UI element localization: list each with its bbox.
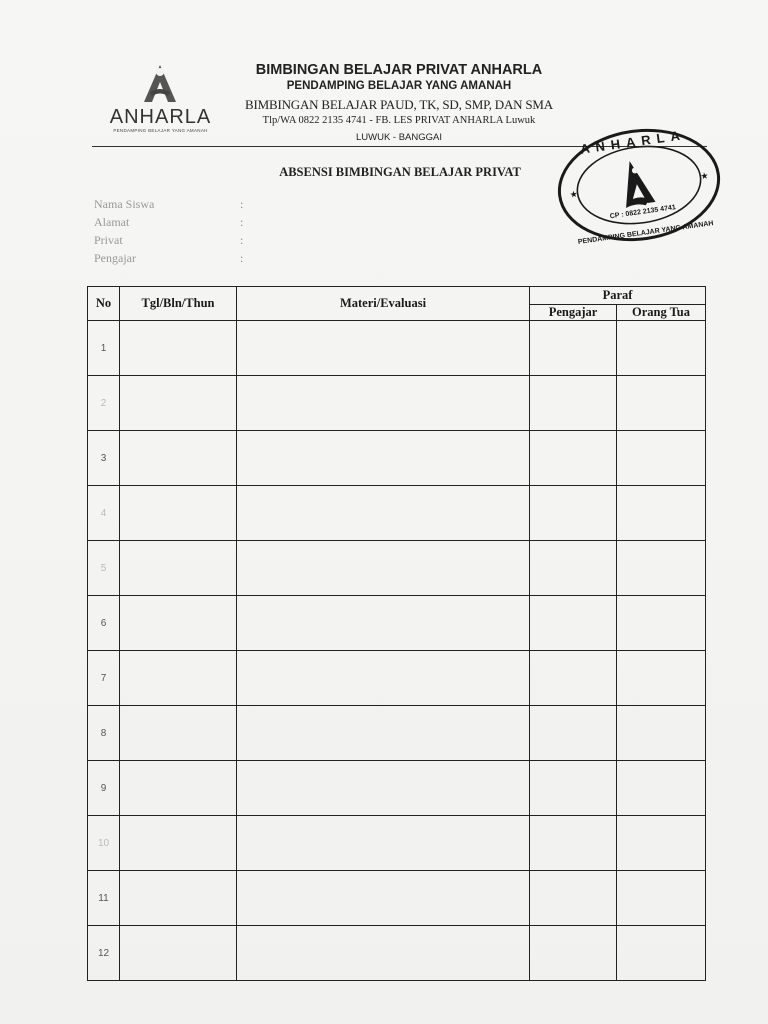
table-row <box>88 926 706 981</box>
field-pengajar <box>94 251 294 269</box>
header-teacher-signature: Pengajar <box>530 305 617 321</box>
table-row <box>88 321 706 376</box>
field-label: Pengajar <box>94 251 136 265</box>
parent-signature-cell[interactable] <box>617 376 706 431</box>
svg-text:★: ★ <box>699 170 710 182</box>
org-name: BIMBINGAN BELAJAR PRIVAT ANHARLA <box>255 62 543 78</box>
teacher-signature-cell[interactable] <box>530 926 617 981</box>
teacher-signature-cell[interactable] <box>530 651 617 706</box>
table-row <box>88 651 706 706</box>
material-cell[interactable] <box>237 761 530 816</box>
row-number: 4 <box>88 486 120 541</box>
row-number: 11 <box>88 871 120 926</box>
field-separator: : <box>240 251 244 265</box>
parent-signature-cell[interactable] <box>617 541 706 596</box>
org-location: LUWUK - BANGGAI <box>355 132 443 143</box>
logo-wordmark: ANHARLA <box>109 106 212 128</box>
table-row <box>88 541 706 596</box>
header-parent-signature: Orang Tua <box>617 305 706 321</box>
field-alamat <box>94 215 294 233</box>
date-cell[interactable] <box>120 926 237 981</box>
table-row <box>88 376 706 431</box>
stamp-bottom-text: PENDAMPING BELAJAR YANG AMANAH <box>577 220 714 246</box>
parent-signature-cell[interactable] <box>617 871 706 926</box>
teacher-signature-cell[interactable] <box>530 816 617 871</box>
table-row <box>88 816 706 871</box>
material-cell[interactable] <box>237 816 530 871</box>
stamp-phone: CP : 0822 2135 4741 <box>609 204 677 221</box>
date-cell[interactable] <box>120 761 237 816</box>
row-number: 3 <box>88 431 120 486</box>
form-title: ABSENSI BIMBINGAN BELAJAR PRIVAT <box>279 165 521 179</box>
parent-signature-cell[interactable] <box>617 596 706 651</box>
stamp-top-text: ANHARLA <box>579 127 687 157</box>
parent-signature-cell[interactable] <box>617 926 706 981</box>
row-number: 12 <box>88 926 120 981</box>
row-number: 6 <box>88 596 120 651</box>
student-info-fields <box>94 197 294 269</box>
table-row <box>88 596 706 651</box>
material-cell[interactable] <box>237 871 530 926</box>
teacher-signature-cell[interactable] <box>530 871 617 926</box>
parent-signature-cell[interactable] <box>617 651 706 706</box>
field-separator: : <box>240 197 244 211</box>
logo-tagline: PENDAMPING BELAJAR YANG AMANAH <box>113 128 208 133</box>
teacher-signature-cell[interactable] <box>530 486 617 541</box>
teacher-signature-cell[interactable] <box>530 321 617 376</box>
header-date: Tgl/Bln/Thun <box>120 287 237 321</box>
parent-signature-cell[interactable] <box>617 761 706 816</box>
header-no: No <box>88 287 120 321</box>
date-cell[interactable] <box>120 816 237 871</box>
teacher-signature-cell[interactable] <box>530 761 617 816</box>
date-cell[interactable] <box>120 871 237 926</box>
material-cell[interactable] <box>237 706 530 761</box>
material-cell[interactable] <box>237 926 530 981</box>
field-label: Nama Siswa <box>94 197 155 211</box>
row-number: 1 <box>88 321 120 376</box>
material-cell[interactable] <box>237 321 530 376</box>
header-material: Materi/Evaluasi <box>237 287 530 321</box>
logo-mark-icon <box>138 62 182 106</box>
row-number: 8 <box>88 706 120 761</box>
table-row <box>88 706 706 761</box>
date-cell[interactable] <box>120 706 237 761</box>
material-cell[interactable] <box>237 486 530 541</box>
date-cell[interactable] <box>120 431 237 486</box>
table-row <box>88 871 706 926</box>
row-number: 7 <box>88 651 120 706</box>
row-number: 5 <box>88 541 120 596</box>
parent-signature-cell[interactable] <box>617 321 706 376</box>
field-label: Alamat <box>94 215 130 229</box>
material-cell[interactable] <box>237 541 530 596</box>
table-row <box>88 431 706 486</box>
field-separator: : <box>240 215 244 229</box>
date-cell[interactable] <box>120 321 237 376</box>
material-cell[interactable] <box>237 431 530 486</box>
teacher-signature-cell[interactable] <box>530 376 617 431</box>
row-number: 9 <box>88 761 120 816</box>
field-label: Privat <box>94 233 123 247</box>
date-cell[interactable] <box>120 376 237 431</box>
parent-signature-cell[interactable] <box>617 816 706 871</box>
date-cell[interactable] <box>120 541 237 596</box>
table-row <box>88 761 706 816</box>
material-cell[interactable] <box>237 376 530 431</box>
org-contact: Tlp/WA 0822 2135 4741 - FB. LES PRIVAT ANHARLA Luwuk <box>262 115 536 126</box>
attendance-table <box>87 286 706 981</box>
row-number: 10 <box>88 816 120 871</box>
date-cell[interactable] <box>120 651 237 706</box>
date-cell[interactable] <box>120 486 237 541</box>
material-cell[interactable] <box>237 596 530 651</box>
svg-text:★: ★ <box>568 188 579 200</box>
table-row <box>88 486 706 541</box>
teacher-signature-cell[interactable] <box>530 706 617 761</box>
header-paraf: Paraf <box>530 287 706 305</box>
teacher-signature-cell[interactable] <box>530 596 617 651</box>
parent-signature-cell[interactable] <box>617 706 706 761</box>
organization-stamp <box>553 124 725 246</box>
row-number: 2 <box>88 376 120 431</box>
parent-signature-cell[interactable] <box>617 431 706 486</box>
teacher-signature-cell[interactable] <box>530 431 617 486</box>
field-separator: : <box>240 233 244 247</box>
field-privat <box>94 233 294 251</box>
date-cell[interactable] <box>120 596 237 651</box>
parent-signature-cell[interactable] <box>617 486 706 541</box>
org-levels: BIMBINGAN BELAJAR PAUD, TK, SD, SMP, DAN SMA <box>245 97 553 112</box>
teacher-signature-cell[interactable] <box>530 541 617 596</box>
field-nama-siswa <box>94 197 294 215</box>
material-cell[interactable] <box>237 651 530 706</box>
stamp-icon <box>553 124 725 246</box>
anharla-logo <box>98 60 223 138</box>
org-tagline: PENDAMPING BELAJAR YANG AMANAH <box>286 80 512 92</box>
